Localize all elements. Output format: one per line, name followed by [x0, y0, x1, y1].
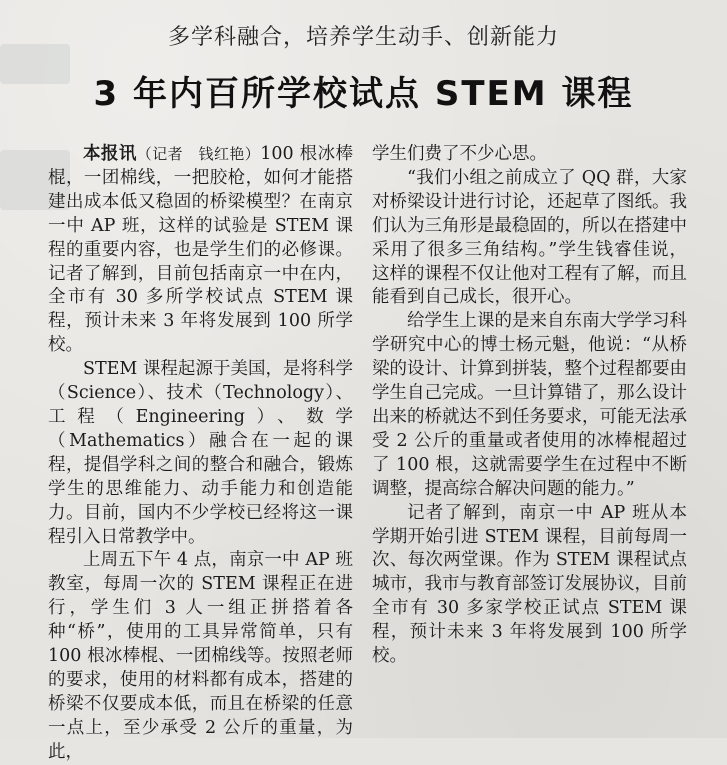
article-column-right	[372, 143, 687, 669]
article-paragraph: 学生们费了不少心思。	[372, 144, 547, 164]
article-kicker: 多学科融合，培养学生动手、创新能力	[167, 25, 559, 50]
article-paragraph: 上周五下午 4 点，南京一中 AP 班教室，每周一次的 STEM 课程正在进行，学生们 3 人一组正拼搭着各种“桥”，使用的工具异常简单，只有 100 根冰棒棍、一团棉线等。按照老师的要求，使用的材料都有成本，搭建的桥梁不仅要成本低，而且在桥梁的任意一点上，至少承受 2 公斤的重量，为此，	[48, 550, 353, 762]
article-headline: 3 年内百所学校试点 STEM 课程	[93, 74, 634, 114]
article-paragraph: 给学生上课的是来自东南大学学习科学研究中心的博士杨元魁，他说：“从桥梁的设计、计算到拼装，整个过程都要由学生自己完成。一旦计算错了，那么设计出来的桥就达不到任务要求，可能无法承受 2 公斤的重量或者使用的冰棒棍超过了 100 根，这就需要学生在过程中不断调整，提高综合解决问题的能力。”	[372, 311, 687, 499]
paragraph-text: 100 根冰棒棍，一团棉线，一把胶枪，如何才能搭建出成本低又稳固的桥梁模型？在南京一中 AP 班，这样的试验是 STEM 课程的重要内容，也是学生们的必修课。记者了解到，目前包括南京一中在内，全市有 30 多所学校试点 STEM 课程，预计未来 3 年将发展到 100 所学校。	[48, 144, 354, 356]
article-paragraph: “我们小组之前成立了 QQ 群，大家对桥梁设计进行讨论，还起草了图纸。我们认为三角形是最稳固的，所以在搭建中采用了很多三角结构。”学生钱睿佳说，这样的课程不仅让他对工程有了解，而且能看到自己成长，很开心。	[372, 167, 687, 308]
article-paragraph: 记者了解到，南京一中 AP 班从本学期开始引进 STEM 课程，目前每周一次、每次两堂课。作为 STEM 课程试点城市，我市与教育部签订发展协议，目前全市有 30 多家学校正试点 STEM 课程，预计未来 3 年将发展到 100 所学校。	[372, 502, 687, 667]
article-paragraph	[48, 143, 353, 358]
byline-reporter: （记者 钱红艳）	[136, 145, 261, 163]
column-divider	[361, 143, 362, 703]
article-column-left	[48, 143, 353, 765]
byline-lead: 本报讯	[83, 144, 137, 164]
article-paragraph: STEM 课程起源于美国，是将科学（Science）、技术（Technology）、工程（Engineering）、数学（Mathematics）融合在一起的课程，提倡学科之间的整合和融合，锻炼学生的思维能力、动手能力和创造能力。目前，国内不少学校已经将这一课程引入日常教学中。	[48, 359, 353, 547]
